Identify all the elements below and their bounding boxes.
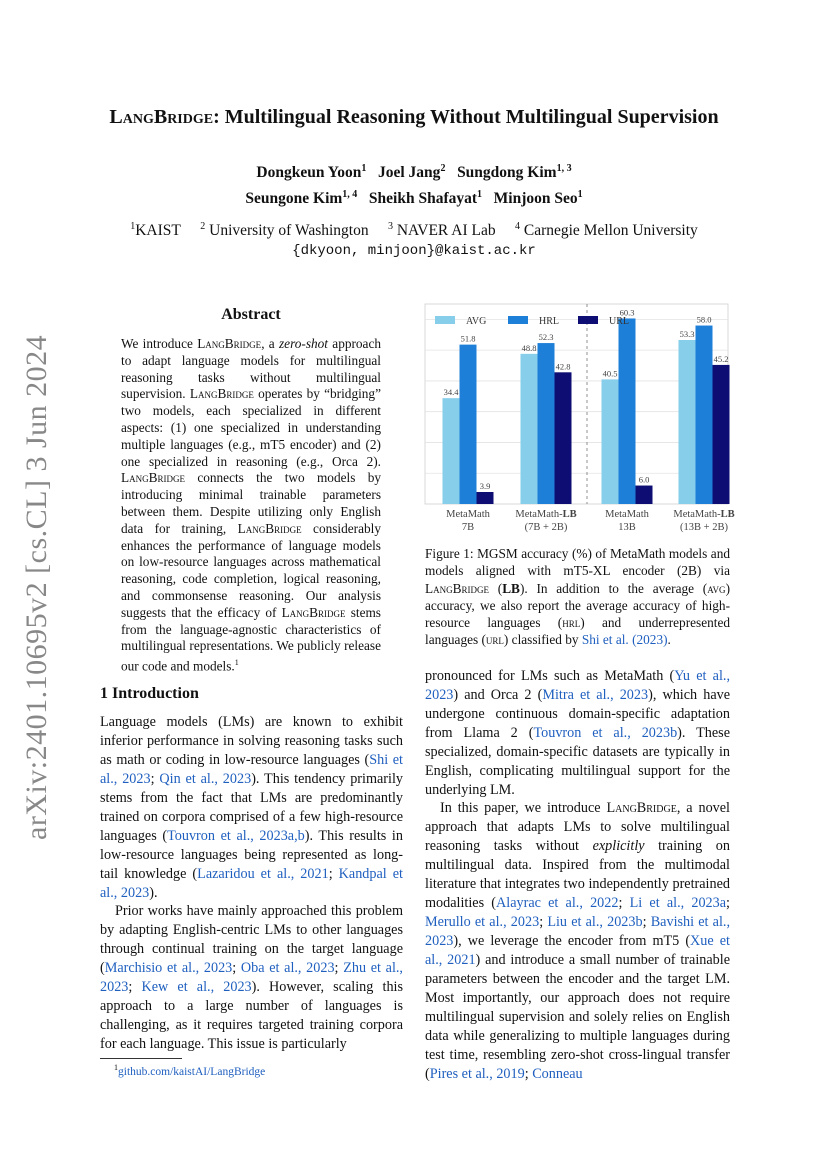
citation-link[interactable]: Liu et al., 2023b: [547, 914, 643, 930]
intro-paragraph: Language models (LMs) are known to exhibit inferior performance in solving reasoning tasks such as math or coding in low-resource languages (Shi et al., 2023; Qin et al., 2023). This tendency primarily stems from the fact that LMs are predominantly trained on corpora comprised of a few high-resource languages (Touvron et al., 2023a,b). This results in low-resource languages being represented as long-tail knowledge (Lazaridou et al., 2021; Kandpal et al., 2023).: [100, 714, 403, 901]
affiliations: $^1$KAIST $^2$ University of Washington $^3$ NAVER AI Lab $^4$ Carnegie Mellon University {dkyoon, minjoon}@kaist.ac.kr: [0, 216, 828, 262]
legend-label: URL: [609, 316, 629, 327]
category-label: MetaMath-LB: [673, 509, 735, 520]
affiliation: KAIST: [135, 222, 181, 240]
citation-link[interactable]: Kew et al., 2023: [141, 979, 252, 995]
title-rest: : Multilingual Reasoning Without Multilingual Supervision: [213, 106, 719, 128]
bar-avg: [679, 340, 696, 504]
legend-swatch: [435, 316, 455, 324]
body-paragraph: In this paper, we introduce LangBridge, a novel approach that adapts LMs to solve multilingual reasoning tasks without explicitly training on multilingual data. Inspired from the multimodal literature that integrates two independently pretrained modalities (Alayrac et al., 2022; Li et al., 2023a; Merullo et al., 2023; Liu et al., 2023b; Bavishi et al., 2023), we leverage the encoder from mT5 (Xue et al., 2021) and introduce a small number of trainable parameters between the encoder and the target LM. Most importantly, our approach does not require multilingual supervision and solely relies on English data while generalizing to multiple languages during test time, resembling zero-shot cross-lingual transfer (Pires et al., 2019; Conneau: [425, 800, 730, 1082]
data-label: 53.3: [679, 329, 695, 339]
footnote-link[interactable]: github.com/kaistAI/LangBridge: [118, 1065, 266, 1078]
citation-link[interactable]: Touvron et al., 2023a,b: [167, 828, 305, 844]
category-label: MetaMath: [605, 509, 649, 520]
author: Sheikh Shafayat: [368, 190, 478, 208]
data-label: 58.0: [696, 314, 712, 325]
data-label: 40.5: [602, 368, 618, 379]
author: Dongkeun Yoon: [256, 164, 362, 182]
footnote: $^1$github.com/kaistAI/LangBridge: [114, 1063, 266, 1078]
bar-url: [555, 372, 572, 504]
intro-paragraph: Prior works have mainly approached this problem by adapting English-centric LMs to other languages through continual training on the target language (Marchisio et al., 2023; Oba et al., 2023; Zhu et al., 2023; Kew et al., 2023). However, scaling this approach to a large number of languages is challenging, as it requires targeted training corpora for each language. This issue is particularly: [100, 903, 403, 1052]
bar-avg: [602, 379, 619, 504]
citation-link[interactable]: Zhu et al., 2023: [100, 960, 403, 995]
category-label: MetaMath-LB: [515, 509, 577, 520]
author: Seungone Kim: [245, 190, 343, 208]
title-method-name: LangBridge: [109, 106, 214, 128]
citation-link[interactable]: Shi et al. (2023): [581, 632, 668, 648]
citation-link[interactable]: Merullo et al., 2023: [425, 914, 540, 930]
mgsm-accuracy-chart: [420, 298, 735, 538]
category-sublabel: 7B: [461, 522, 475, 533]
affiliation: NAVER AI Lab: [396, 222, 496, 240]
abstract-text: We introduce LangBridge, a zero-shot approach to adapt language models for multilingual reasoning tasks without multilingual supervision. LangBridge operates by “bridging” two models, each specialized in different aspects: (1) one specialized in understanding multiple languages (e.g., mT5 encoder) and (2) one specialized in reasoning (e.g., Orca 2). LangBridge connects the two models by introducing minimal trainable parameters between them. Despite utilizing only English data for training, LangBridge considerably enhances the performance of language models on low-resource languages across mathematical reasoning, code completion, logical reasoning, and commonsense reasoning. Our analysis suggests that the efficacy of LangBridge stems from the language-agnostic characteristics of multilingual representations. We publicly release our code and models.$^1$: [121, 336, 382, 674]
citation-link[interactable]: Alayrac et al., 2022: [496, 895, 619, 911]
category-sublabel: (13B + 2B): [680, 522, 728, 533]
data-label: 34.4: [443, 387, 459, 398]
arxiv-identifier: arXiv:2401.10695v2 [cs.CL] 3 Jun 2024: [20, 334, 53, 840]
data-label: 48.8: [521, 342, 537, 353]
legend-swatch: [578, 316, 598, 324]
contact-email: {dkyoon, minjoon}@kaist.ac.kr: [292, 243, 536, 260]
data-label: 45.2: [713, 353, 729, 364]
citation-link[interactable]: Yu et al., 2023: [425, 668, 730, 703]
affiliation: University of Washington: [209, 222, 369, 240]
legend-label: AVG: [466, 316, 487, 327]
citation-link[interactable]: Marchisio et al., 2023: [104, 960, 233, 976]
data-label: 42.8: [555, 361, 571, 372]
bar-hrl: [460, 345, 477, 504]
data-label: 6.0: [638, 474, 650, 485]
author: Minjoon Seo: [493, 190, 578, 208]
footnote-marker: 1: [234, 658, 239, 668]
citation-link[interactable]: Touvron et al., 2023b: [533, 725, 678, 741]
citation-link[interactable]: Shi et al., 2023: [100, 752, 403, 787]
author-list: Dongkeun Yoon$^1$ Joel Jang$^2$ Sungdong Kim$^{1, 3}$ Seungone Kim$^{1, 4}$ Sheikh Shafayat$^1$ Minjoon Seo$^1$: [245, 163, 583, 208]
citation-link[interactable]: Bavishi et al., 2023: [425, 914, 730, 949]
body-paragraph: pronounced for LMs such as MetaMath (Yu et al., 2023) and Orca 2 (Mitra et al., 2023), which have undergone continuous domain-specific adaptation from Llama 2 (Touvron et al., 2023b). These specialized, domain-specific datasets are typically in English, complicating multilingual support for the underlying LM.: [425, 668, 731, 798]
abstract-heading: Abstract: [221, 306, 281, 323]
category-sublabel: (7B + 2B): [524, 522, 568, 533]
citation-link[interactable]: Li et al., 2023a: [629, 895, 727, 911]
citation-link[interactable]: Pires et al., 2019: [429, 1066, 525, 1082]
data-label: 51.8: [460, 333, 476, 344]
section-heading-introduction: 1 Introduction: [100, 685, 199, 702]
legend-swatch: [508, 316, 528, 324]
legend-label: HRL: [539, 316, 559, 327]
bar-url: [477, 492, 494, 504]
author: Sungdong Kim: [457, 164, 557, 182]
category-sublabel: 13B: [618, 522, 636, 533]
bar-hrl: [619, 318, 636, 504]
bar-url: [636, 486, 653, 504]
footnote-divider: [100, 1058, 182, 1059]
citation-link[interactable]: Oba et al., 2023: [240, 960, 335, 976]
citation-link[interactable]: Qin et al., 2023: [159, 771, 252, 787]
bar-hrl: [538, 343, 555, 504]
data-label: 52.3: [538, 332, 554, 343]
figure-caption: Figure 1: MGSM accuracy (%) of MetaMath models and models aligned with mT5-XL encoder (2B) via LangBridge (LB). In addition to the average (avg) accuracy, we also report the average accuracy of high-resource languages (hrl) and underrepresented languages (url) classified by Shi et al. (2023).: [425, 546, 731, 648]
bar-avg: [443, 398, 460, 504]
bar-hrl: [696, 326, 713, 504]
affiliation: Carnegie Mellon University: [523, 222, 698, 240]
data-label: 60.3: [619, 307, 635, 318]
citation-link[interactable]: Lazaridou et al., 2021: [197, 866, 329, 882]
author: Joel Jang: [378, 164, 441, 182]
data-label: 3.9: [479, 481, 491, 491]
citation-link[interactable]: Kandpal et al., 2023: [100, 866, 403, 901]
citation-link[interactable]: Mitra et al., 2023: [542, 687, 649, 703]
category-label: MetaMath: [446, 509, 490, 520]
bar-avg: [521, 354, 538, 504]
citation-link[interactable]: Conneau: [532, 1066, 583, 1082]
citation-link[interactable]: Xue et al., 2021: [425, 933, 730, 968]
bar-url: [713, 365, 730, 504]
paper-title: [0, 106, 828, 129]
